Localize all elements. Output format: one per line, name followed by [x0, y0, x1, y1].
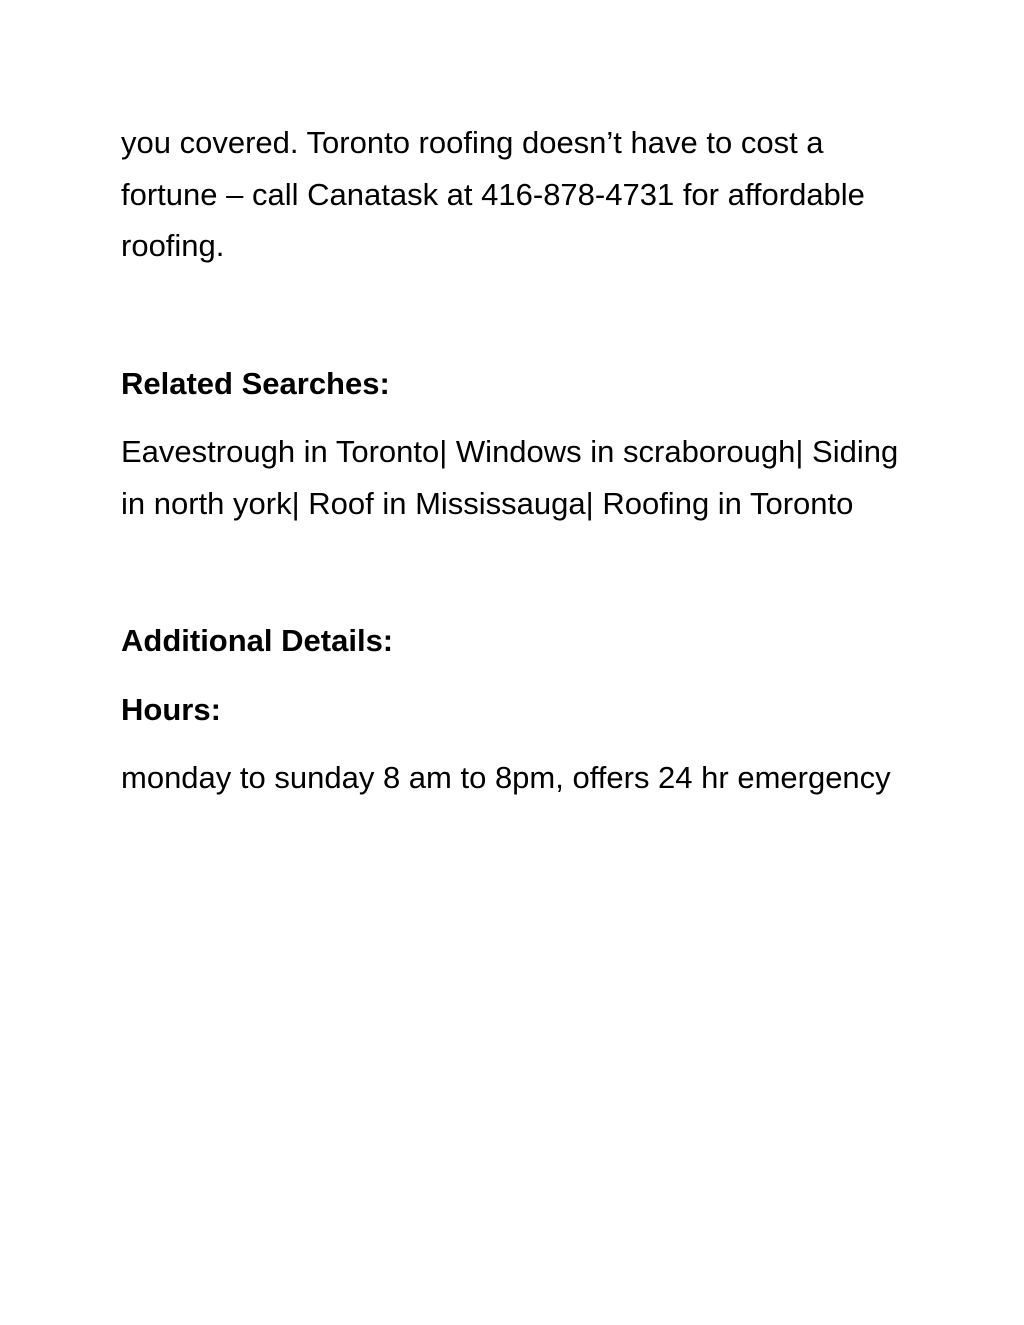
- document-page: [121, 117, 911, 804]
- link-separator: |: [291, 485, 309, 521]
- additional-details-heading: Additional Details:: [121, 623, 394, 658]
- related-link-eavestrough-toronto[interactable]: Eavestrough in Toronto: [121, 434, 440, 469]
- intro-paragraph: you covered. Toronto roofing doesn’t have to cost a fortune – call Canatask at 416-878-4731 for affordable roofing.: [121, 125, 865, 263]
- related-searches-links: [121, 426, 911, 529]
- related-link-roofing-toronto[interactable]: Roofing in Toronto: [602, 485, 854, 521]
- related-link-windows-scraborough[interactable]: Windows in scraborough: [455, 434, 796, 469]
- hours-text: monday to sunday 8 am to 8pm, offers 24 hr emergency: [121, 760, 891, 795]
- link-separator: |: [795, 434, 813, 469]
- related-link-roof-mississauga[interactable]: Roof in Mississauga: [308, 485, 586, 521]
- hours-heading: Hours:: [121, 691, 221, 727]
- link-separator: |: [585, 485, 603, 521]
- related-link-siding-north-york[interactable]: Siding in north york: [121, 434, 899, 521]
- link-separator: |: [439, 434, 456, 469]
- related-searches-heading: Related Searches:: [121, 365, 390, 401]
